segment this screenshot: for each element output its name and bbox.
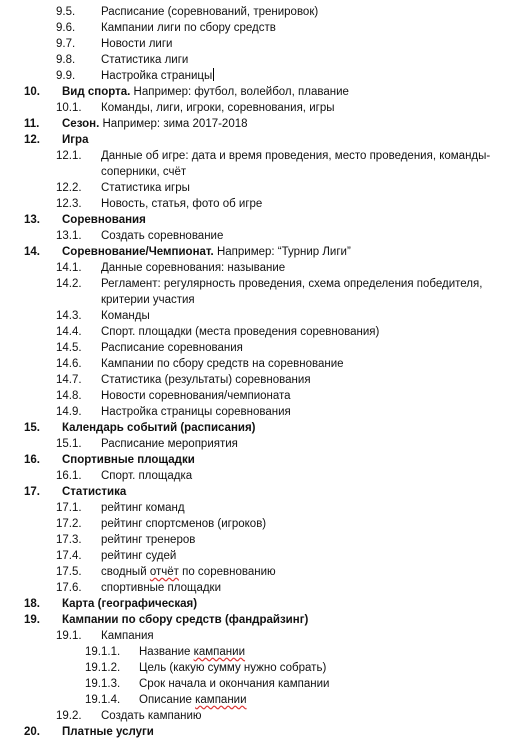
list-item-text: Описание кампании [139,694,247,706]
list-item[interactable] [0,324,522,340]
list-item-text: Настройка страницы [101,70,213,82]
list-item-number: 14.2. [56,278,82,290]
list-item[interactable] [0,196,522,212]
list-item-number: 19.1.2. [85,662,121,674]
spellcheck-flagged-word: кампании [195,694,247,706]
list-item-text: спортивные площадки [101,582,222,594]
list-item-text: Новости лиги [101,38,173,50]
list-item-text: Сезон. Например: зима 2017-2018 [62,118,248,130]
list-item-text: Кампания [101,630,154,642]
list-item[interactable] [0,612,522,628]
list-item-text: Команды [101,310,150,322]
list-item-text [62,420,256,436]
list-item-number: 18. [24,598,40,610]
list-item-text: сводный отчёт по соревнованию [101,566,276,578]
list-item-text: Команды, лиги, игроки, соревнования, игры [101,102,335,114]
list-item[interactable] [0,244,522,260]
list-item-text: Статистика (результаты) соревнования [101,374,311,386]
list-item[interactable] [0,68,522,84]
list-item-text: рейтинг спортсменов (игроков) [101,518,267,530]
list-item[interactable] [0,388,522,404]
list-item-title: Сезон. [62,118,100,130]
list-item-number: 14.3. [56,310,82,322]
list-item[interactable] [0,212,522,228]
list-item-number: 19.1.1. [85,646,121,658]
list-item-number: 19.1.3. [85,678,121,690]
list-item-number: 14.6. [56,358,82,370]
list-item[interactable] [0,36,522,52]
list-item-number: 14.8. [56,390,82,402]
list-item-number: 9.5. [56,6,76,18]
list-item[interactable] [0,116,522,132]
spellcheck-flagged-word: кампании [193,646,246,658]
list-item-title: Календарь событий (расписания) [62,422,256,434]
list-item[interactable] [0,532,522,548]
list-item-number: 17.4. [56,550,82,562]
list-item-text: Цель (какую сумму нужно собрать) [139,662,327,674]
list-item-number: 13.1. [56,230,82,242]
list-item[interactable] [0,20,522,36]
list-item-number: 15.1. [56,438,82,450]
list-item-number: 17.1. [56,502,82,514]
list-item[interactable] [0,500,522,516]
list-item[interactable] [0,100,522,116]
list-item-text: Срок начала и окончания кампании [139,678,330,690]
list-item[interactable] [0,580,522,596]
list-item-title: Кампании по сбору средств (фандрайзинг) [62,614,309,626]
list-item[interactable] [0,548,522,564]
list-item[interactable] [0,564,522,580]
list-item-title: Соревнования [62,214,146,226]
list-item[interactable] [0,436,522,452]
list-item-text: Кампании по сбору средств на соревнование [101,358,344,370]
list-item-number: 12.1. [56,150,82,162]
list-item-text: рейтинг судей [101,550,177,562]
list-item-text: Статистика лиги [101,54,189,66]
list-item[interactable] [0,660,522,676]
list-item-number: 14. [24,246,40,258]
list-item-number: 16.1. [56,470,82,482]
list-item-text: Расписание соревнования [101,342,243,354]
spellcheck-flagged-word: отчёт [149,566,179,578]
list-item-title: Вид спорта. [62,86,131,98]
list-item-number: 17.6. [56,582,82,594]
list-item[interactable] [0,260,522,276]
list-item-number: 12. [24,134,40,146]
list-item-number: 19. [24,614,40,626]
list-item-number: 11. [24,118,40,130]
list-item-text: рейтинг команд [101,502,185,514]
list-item-text [62,132,88,148]
list-item-number: 14.4. [56,326,82,338]
list-item[interactable] [0,340,522,356]
list-item-text: Название кампании [139,646,246,658]
list-item-text: рейтинг тренеров [101,534,196,546]
list-item-text: Спорт. площадка [101,470,193,482]
document-outline [0,4,522,740]
list-item[interactable] [0,276,522,308]
list-item-number: 9.9. [56,70,76,82]
list-item-text: Расписание (соревнований, тренировок) [101,6,319,18]
list-item-text: Регламент: регулярность проведения, схема определения победителя, критерии участия [101,278,483,306]
list-item-text: Статистика игры [101,182,190,194]
list-item-title: Игра [62,134,89,146]
list-item[interactable] [0,4,522,20]
list-item-title: Платные услуги [62,726,154,738]
list-item-number: 9.8. [56,54,76,66]
list-item[interactable] [0,628,522,644]
list-item-number: 14.7. [56,374,82,386]
list-item-text: Спорт. площадки (места проведения соревнования) [101,326,380,338]
list-item-number: 10. [24,86,40,98]
list-item-title: Соревнование/Чемпионат. [62,246,214,258]
list-item-text: Новости соревнования/чемпионата [101,390,291,402]
list-item-number: 9.7. [56,38,76,50]
list-item[interactable] [0,52,522,68]
list-item[interactable] [0,452,522,468]
list-item-number: 17.2. [56,518,82,530]
list-item[interactable] [0,644,522,660]
list-item[interactable] [0,372,522,388]
list-item[interactable] [0,132,522,148]
list-item-text: Соревнование/Чемпионат. Например: “Турнир Лиги” [62,246,351,258]
list-item-number: 14.9. [56,406,82,418]
list-item[interactable] [0,228,522,244]
list-item[interactable] [0,404,522,420]
list-item[interactable] [0,148,522,180]
list-item[interactable] [0,676,522,692]
list-item-number: 17.3. [56,534,82,546]
list-item-text: Данные соревнования: называние [101,262,286,274]
list-item-number: 19.2. [56,710,82,722]
list-item-number: 14.1. [56,262,82,274]
list-item-text: Создать кампанию [101,710,202,722]
list-item-text: Создать соревнование [101,230,224,242]
list-item-title: Карта (географическая) [62,598,198,610]
list-item-text [62,724,154,740]
list-item[interactable] [0,180,522,196]
list-item[interactable] [0,724,522,740]
list-item-text: Данные об игре: дата и время проведения, место проведения, команды-соперники, счёт [101,150,491,178]
list-item-text [62,612,308,628]
list-item[interactable] [0,308,522,324]
list-item[interactable] [0,356,522,372]
list-item-text [62,212,146,228]
list-item[interactable] [0,708,522,724]
list-item-number: 13. [24,214,40,226]
list-item-number: 12.2. [56,182,82,194]
list-item-number: 10.1. [56,102,82,114]
list-item-number: 20. [24,726,40,738]
list-item[interactable] [0,596,522,612]
list-item-number: 17.5. [56,566,82,578]
list-item-number: 15. [24,422,40,434]
list-item-text: Настройка страницы соревнования [101,406,291,418]
list-item-text [62,452,195,468]
list-item-text [62,484,126,500]
list-item-text: Кампании лиги по сбору средств [101,22,276,34]
list-item[interactable] [0,516,522,532]
list-item-text: Новость, статья, фото об игре [101,198,263,210]
list-item-title: Статистика [62,486,127,498]
list-item-text [62,596,197,612]
text-cursor [213,68,214,81]
list-item-number: 14.5. [56,342,82,354]
list-item[interactable] [0,692,522,708]
list-item-number: 16. [24,454,40,466]
list-item[interactable] [0,468,522,484]
list-item-number: 17. [24,486,40,498]
list-item[interactable] [0,84,522,100]
list-item-text: Расписание мероприятия [101,438,238,450]
list-item[interactable] [0,484,522,500]
list-item-number: 19.1. [56,630,82,642]
list-item-number: 19.1.4. [85,694,121,706]
list-item-title: Спортивные площадки [62,454,195,466]
list-item[interactable] [0,420,522,436]
list-item-text: Вид спорта. Например: футбол, волейбол, плавание [62,86,349,98]
list-item-number: 12.3. [56,198,82,210]
list-item-number: 9.6. [56,22,76,34]
